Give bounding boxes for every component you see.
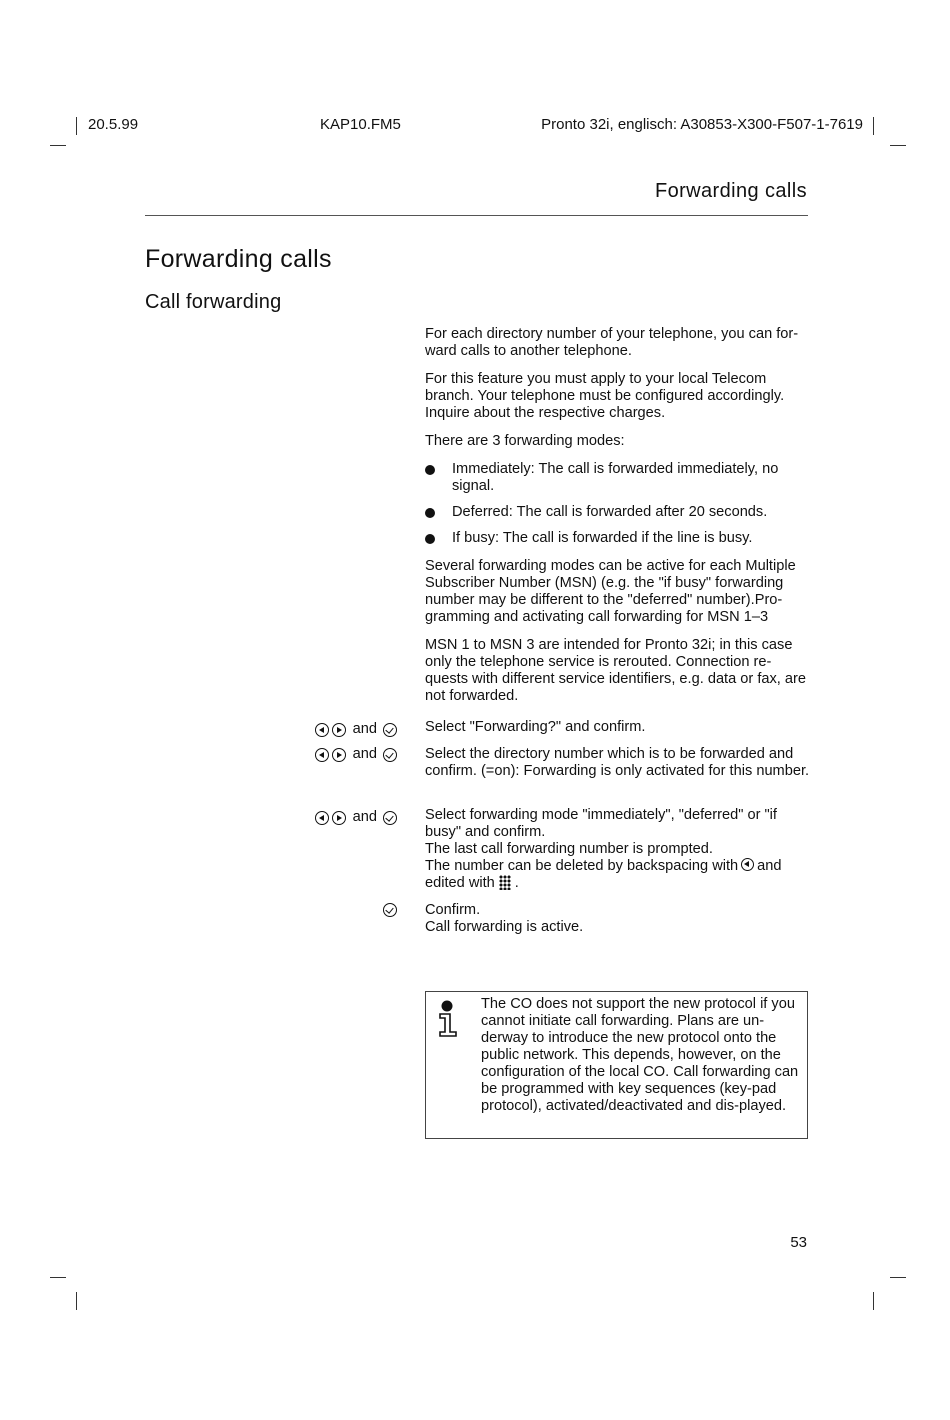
right-arrow-key-icon: [332, 723, 346, 737]
right-arrow-key-icon: [332, 811, 346, 825]
list-item-text: Deferred: The call is forwarded after 20 seconds.: [452, 504, 768, 520]
step-line: Confirm.: [425, 902, 481, 918]
list-item: [425, 461, 810, 495]
step-text: Select the directory number which is to be forwarded and confirm. (=on): Forwarding is only activated for this number.: [425, 746, 810, 779]
header-rule: [145, 215, 808, 216]
header-date: 20.5.99: [88, 116, 139, 133]
header-file: KAP10.FM5: [320, 116, 401, 133]
page-number: 53: [790, 1234, 807, 1251]
crop-mark: [890, 1277, 906, 1278]
step-text: [425, 807, 810, 892]
step-line: [425, 875, 810, 892]
step-text: [425, 902, 810, 936]
bullet-icon: [425, 508, 435, 518]
crop-mark: [50, 1277, 66, 1278]
left-arrow-key-icon: [315, 811, 329, 825]
crop-mark: [50, 145, 66, 146]
keypad-icon: [499, 875, 511, 890]
crop-mark: [873, 117, 874, 135]
step-keys: [315, 809, 397, 826]
ok-check-key-icon: [383, 723, 397, 737]
crop-mark: [76, 1292, 77, 1310]
step-line-text: .: [514, 875, 519, 891]
bullet-icon: [425, 465, 435, 475]
and-label: and: [352, 746, 377, 762]
ok-check-key-icon: [383, 748, 397, 762]
step-text: Select "Forwarding?" and confirm.: [425, 719, 646, 735]
intro-paragraph: For each directory number of your telephone, you can for-ward calls to another telephone.: [425, 326, 799, 359]
ok-check-key-icon: [383, 811, 397, 825]
chapter-title: Forwarding calls: [145, 245, 332, 273]
intro-paragraph: MSN 1 to MSN 3 are intended for Pronto 32i; in this case only the telephone service is rerouted. Connection re-quests with different service identifiers, e.g. data or fax, are not forwarded.: [425, 637, 806, 704]
list-item-text: Immediately: The call is forwarded immediately, no signal.: [452, 461, 779, 494]
crop-mark: [873, 1292, 874, 1310]
step-line: [425, 858, 810, 875]
step-line: Select forwarding mode "immediately", "deferred" or "if busy" and confirm.: [425, 807, 777, 840]
header-doc-id: Pronto 32i, englisch: A30853-X300-F507-1-7619: [541, 116, 863, 133]
step-keys: [383, 903, 397, 917]
step-line: The last call forwarding number is prompted.: [425, 841, 713, 857]
forwarding-modes-list: [425, 461, 810, 547]
intro-paragraph: There are 3 forwarding modes:: [425, 433, 625, 449]
step-line: Call forwarding is active.: [425, 919, 584, 935]
left-arrow-key-icon: [315, 748, 329, 762]
list-item-text: If busy: The call is forwarded if the line is busy.: [452, 530, 753, 546]
ok-check-key-icon: [383, 903, 397, 917]
left-arrow-key-icon: [315, 723, 329, 737]
step-line-text: edited with: [425, 875, 495, 891]
note-box: [425, 991, 808, 1139]
crop-mark: [890, 145, 906, 146]
and-label: and: [352, 721, 377, 737]
intro-paragraph: For this feature you must apply to your local Telecom branch. Your telephone must be configured accordingly. Inquire about the respective charges.: [425, 371, 785, 421]
note-text: The CO does not support the new protocol if you cannot initiate call forwarding. Plans are un-derway to introduce the new protocol onto the public network. This depends, however, on the configuration of the local CO. Call forwarding can be programmed with key sequences (key-pad protocol), activated/deactivated and dis-played.: [481, 996, 799, 1114]
section-title: Call forwarding: [145, 291, 282, 313]
running-head: Forwarding calls: [654, 180, 807, 202]
list-item: [425, 504, 810, 521]
crop-mark: [76, 117, 77, 135]
intro-text: [425, 326, 810, 716]
left-arrow-key-icon: [741, 858, 754, 871]
step-line-text: and: [757, 858, 782, 874]
step-line-text: The number can be deleted by backspacing with: [425, 858, 739, 874]
and-label: and: [352, 809, 377, 825]
step-keys: [315, 721, 397, 738]
intro-paragraph: Several forwarding modes can be active for each Multiple Subscriber Number (MSN) (e.g. the "if busy" forwarding number may be different to the "deferred" number).Pro-gramming and activating call forwarding for MSN 1–3: [425, 558, 796, 625]
info-icon: [436, 1000, 460, 1038]
step-keys: [315, 746, 397, 763]
bullet-icon: [425, 534, 435, 544]
list-item: [425, 530, 810, 547]
right-arrow-key-icon: [332, 748, 346, 762]
